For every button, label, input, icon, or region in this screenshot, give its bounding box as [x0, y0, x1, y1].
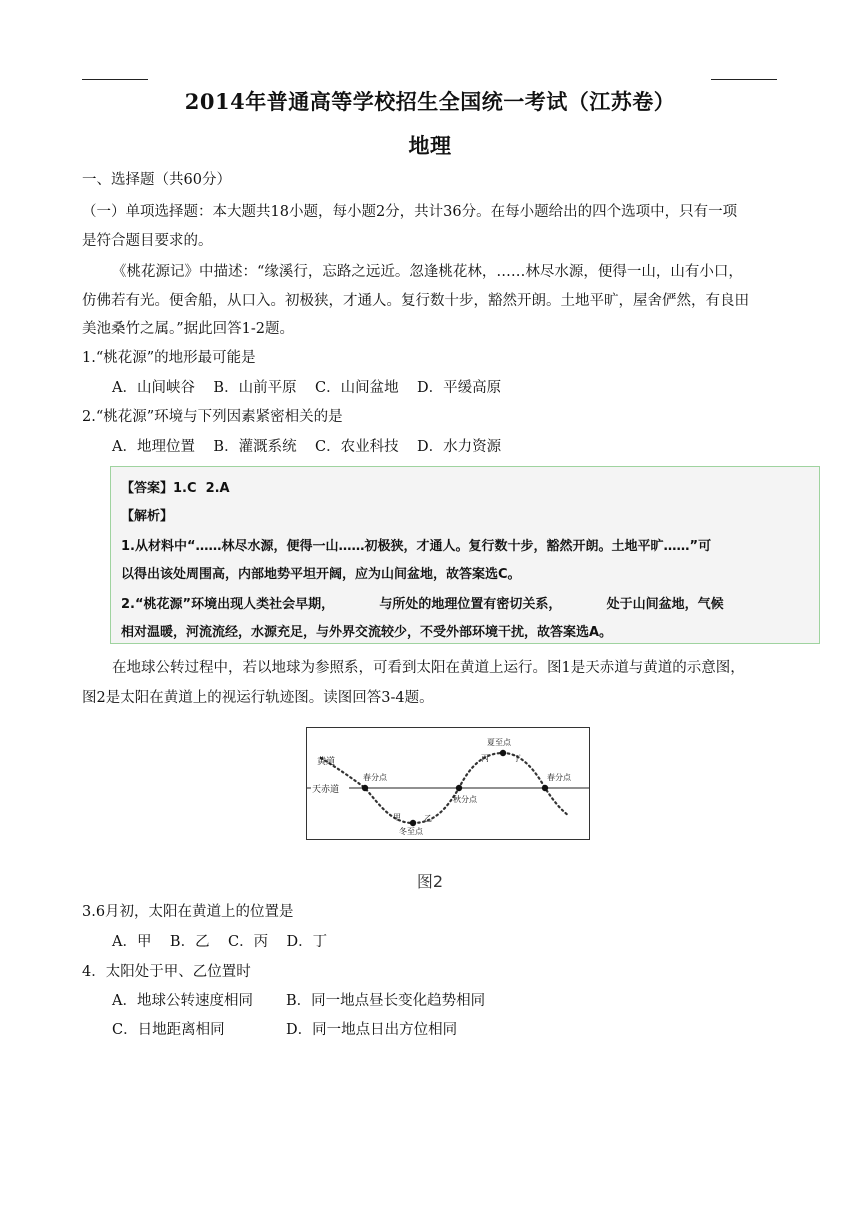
instruction-line-2: 是符合题目要求的。: [82, 233, 213, 249]
label-autumn-equinox: 秋分点: [453, 795, 477, 804]
ecliptic-diagram: [306, 727, 590, 840]
label-summer-solstice: 夏至点: [487, 738, 511, 747]
answer-explanation-box: [110, 466, 820, 644]
label-winter-solstice: 冬至点: [399, 827, 423, 836]
passage1-line-3: 美池桑竹之属。”据此回答1-2题。: [82, 321, 295, 337]
spring-equinox-point-1: [362, 785, 368, 791]
label-ecliptic: 黄道: [317, 757, 336, 767]
spring-equinox-point-2: [542, 785, 548, 791]
header-rule-left: [82, 79, 148, 80]
section-heading: 一、选择题（共60分）: [82, 172, 231, 188]
question-4-option-a: A．地球公转速度相同: [112, 993, 253, 1009]
passage2-line-2: 图2是太阳在黄道上的视运行轨迹图。读图回答3-4题。: [82, 690, 434, 706]
header-rule-right: [711, 79, 777, 80]
analysis-line-3: 2.“桃花源”环境出现人类社会早期， 与所处的地理位置有密切关系， 处于山间盆地，气候: [121, 597, 724, 612]
winter-solstice-point: [410, 820, 416, 826]
question-4-stem: 4．太阳处于甲、乙位置时: [82, 964, 251, 980]
subject-title: 地理: [408, 133, 452, 158]
label-bing: 丙: [481, 754, 489, 763]
analysis-line-4: 相对温暖，河流流经，水源充足，与外界交流较少，不受外部环境干扰，故答案选A。: [121, 625, 613, 640]
passage1-line-1: 《桃花源记》中描述：“缘溪行，忘路之远近。忽逢桃花林，……林尽水源，便得一山，山有小口，: [112, 264, 743, 280]
figure-caption: 图2: [416, 872, 444, 891]
question-3-stem: 3.6月初，太阳在黄道上的位置是: [82, 904, 294, 920]
question-4-option-b: B．同一地点昼长变化趋势相同: [286, 993, 486, 1009]
question-3-options: A．甲 B．乙 C．丙 D．丁: [112, 934, 328, 950]
label-yi: 乙: [424, 814, 432, 823]
question-2-options: A．地理位置 B．灌溉系统 C．农业科技 D．水力资源: [112, 439, 502, 455]
label-spring-equinox-2: 春分点: [547, 773, 571, 782]
question-4-option-c: C．日地距离相同: [112, 1022, 225, 1038]
label-ding: 丁: [513, 754, 521, 763]
passage2-line-1: 在地球公转过程中，若以地球为参照系，可看到太阳在黄道上运行。图1是天赤道与黄道的示意图，: [112, 660, 745, 676]
analysis-line-1: 1.从材料中“……林尽水源，便得一山……初极狭，才通人。复行数十步，豁然开朗。土地平旷……”可: [121, 539, 712, 554]
label-celestial-equator: 天赤道: [312, 785, 340, 795]
analysis-line-2: 以得出该处周围高，内部地势平坦开阔，应为山间盆地，故答案选C。: [121, 567, 521, 582]
question-1-stem: 1.“桃花源”的地形最可能是: [82, 350, 256, 366]
summer-solstice-point: [500, 750, 506, 756]
question-1-options: A．山间峡谷 B．山前平原 C．山间盆地 D．平缓高原: [112, 380, 502, 396]
label-spring-equinox-1: 春分点: [363, 773, 387, 782]
passage1-line-2: 仿佛若有光。便舍船，从口入。初极狭，才通人。复行数十步，豁然开朗。土地平旷，屋舍俨然，有良田: [82, 293, 749, 309]
answer-line: 【答案】1.C 2.A: [121, 481, 230, 496]
instruction-line-1: （一）单项选择题：本大题共18小题，每小题2分，共计36分。在每小题给出的四个选项中，只有一项: [82, 204, 738, 220]
question-4-option-d: D．同一地点日出方位相同: [286, 1022, 458, 1038]
exam-title: 2014年普通高等学校招生全国统一考试（江苏卷）: [184, 89, 676, 114]
label-jia: 甲: [393, 813, 401, 822]
question-2-stem: 2.“桃花源”环境与下列因素紧密相关的是: [82, 409, 343, 425]
ecliptic-svg: [307, 728, 589, 839]
autumn-equinox-point: [456, 785, 462, 791]
analysis-label: 【解析】: [121, 509, 174, 524]
